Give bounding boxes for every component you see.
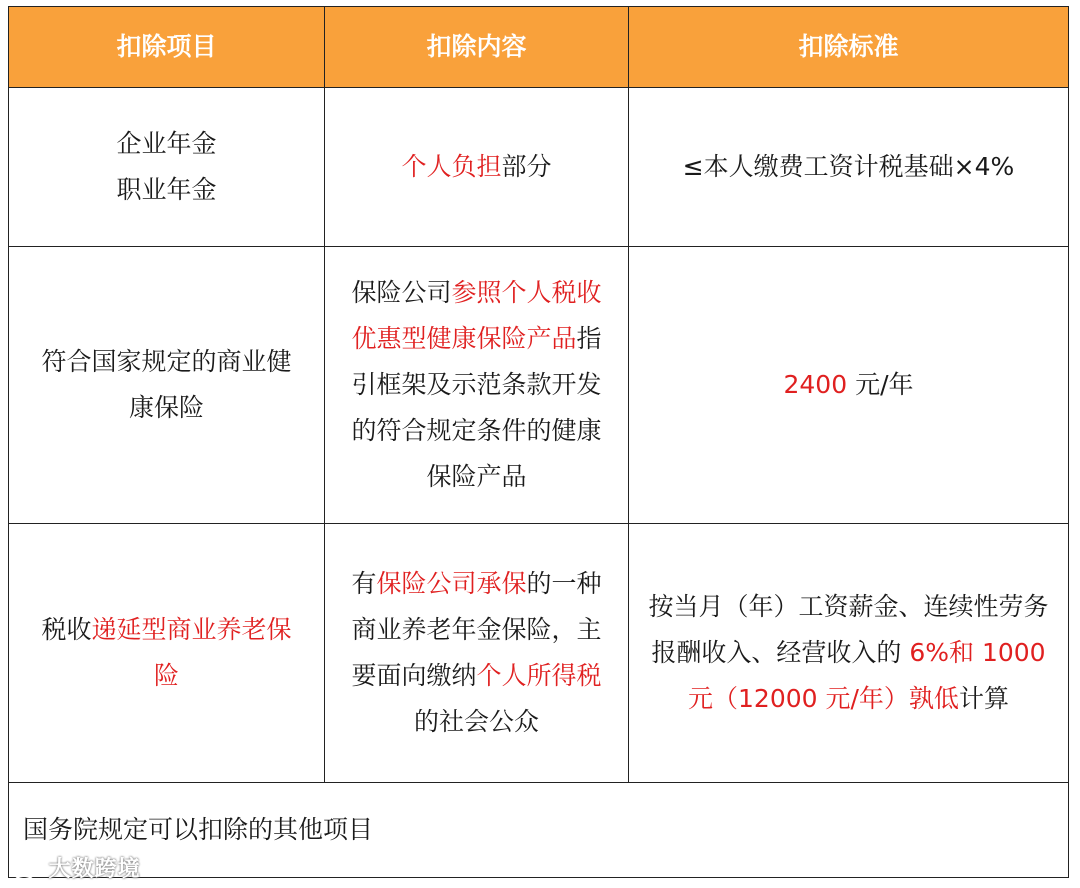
content-text: 保险产品	[426, 462, 527, 491]
content-text: 引框架及示范条款开发	[351, 370, 602, 399]
content-cell	[325, 88, 629, 247]
table-row	[9, 783, 1069, 878]
table-row	[9, 88, 1069, 247]
table-row	[9, 524, 1069, 783]
content-text: 指	[576, 324, 602, 353]
content-text: 的社会公众	[413, 707, 539, 736]
header-standard: 扣除标准	[629, 7, 1069, 88]
standard-text: ≤本人缴费工资计税基础×4%	[682, 152, 1015, 181]
header-row	[9, 7, 1069, 88]
content-cell	[325, 247, 629, 524]
item-text: 符合国家规定的商业健	[41, 347, 292, 376]
watermark	[12, 852, 141, 883]
standard-cell	[629, 247, 1069, 524]
header-content: 扣除内容	[325, 7, 629, 88]
table-row	[9, 247, 1069, 524]
item-cell	[9, 88, 325, 247]
content-text: 的一种	[526, 569, 602, 598]
standard-text: 计算	[958, 684, 1009, 713]
highlight-text: 个人所得税	[476, 661, 602, 690]
content-text: 要面向缴纳	[351, 661, 477, 690]
content-text: 的符合规定条件的健康	[351, 416, 602, 445]
item-text: 企业年金	[116, 129, 217, 158]
standard-text: 报酬收入、经营收入的	[651, 638, 910, 667]
highlight-text: 险	[153, 661, 179, 690]
highlight-text: 元（12000 元/年）孰低	[688, 684, 959, 713]
header-item: 扣除项目	[9, 7, 325, 88]
content-text: 保险公司	[351, 278, 452, 307]
item-text: 职业年金	[116, 175, 217, 204]
weibo-icon	[12, 859, 40, 881]
content-text: 商业养老年金保险，主	[351, 615, 602, 644]
highlight-text: 优惠型健康保险产品	[351, 324, 577, 353]
standard-cell	[629, 88, 1069, 247]
content-cell	[325, 524, 629, 783]
item-cell	[9, 247, 325, 524]
other-items-cell	[9, 783, 1069, 878]
item-text: 康保险	[128, 393, 204, 422]
highlight-text: 递延型商业养老保	[91, 615, 292, 644]
highlight-text: 个人负担	[401, 152, 502, 181]
highlight-text: 2400	[783, 370, 848, 399]
standard-text: 元/年	[847, 370, 914, 399]
content-text: 有	[351, 569, 377, 598]
standard-cell	[629, 524, 1069, 783]
highlight-text: 参照个人税收	[451, 278, 602, 307]
highlight-text: 保险公司承保	[376, 569, 527, 598]
other-items-text: 国务院规定可以扣除的其他项目	[23, 815, 374, 844]
highlight-text: 6%和 1000	[909, 638, 1046, 667]
content-text: 部分	[501, 152, 552, 181]
item-text: 税收	[41, 615, 92, 644]
deduction-table	[8, 6, 1069, 878]
watermark-text: 大数跨境	[48, 857, 141, 882]
item-cell	[9, 524, 325, 783]
standard-text: 按当月（年）工资薪金、连续性劳务	[648, 592, 1049, 621]
